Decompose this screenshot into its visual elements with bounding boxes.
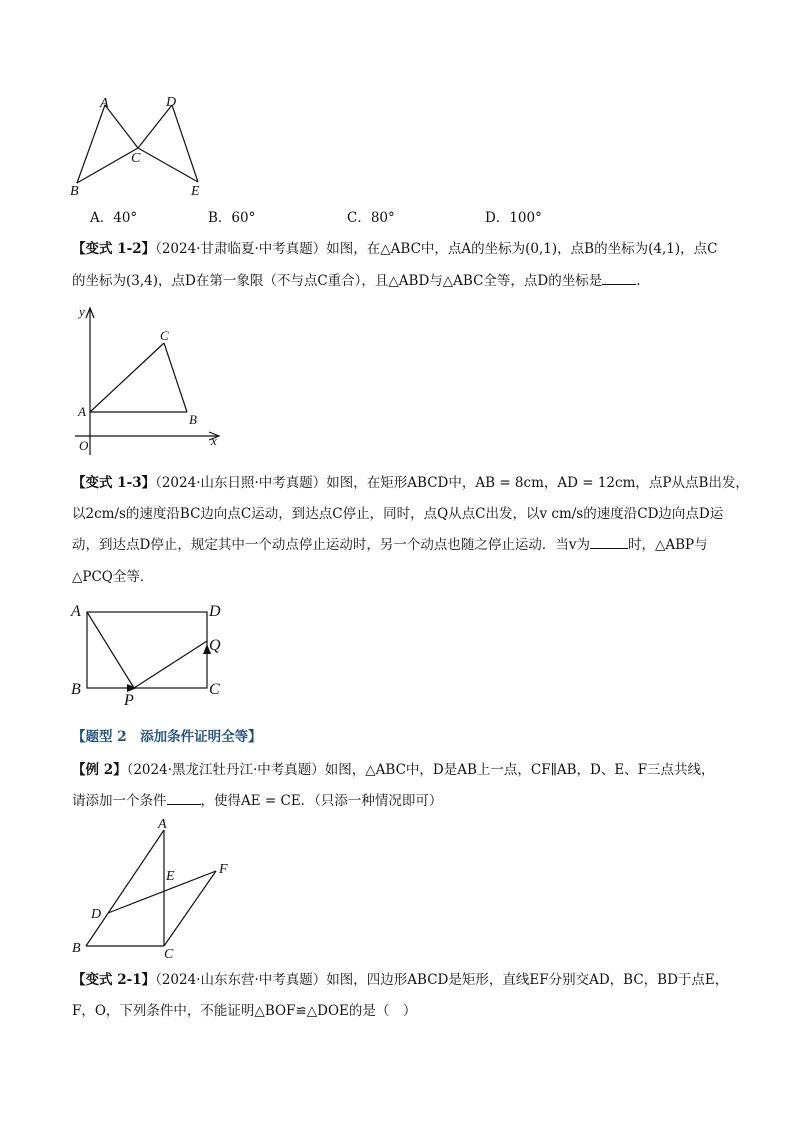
v21-line1 <box>72 969 732 991</box>
figure-bowtie <box>60 90 230 200</box>
coordinate-diagram <box>70 300 230 460</box>
label-E: E <box>166 869 175 884</box>
label-A: A <box>78 404 86 419</box>
label-D: D <box>91 907 102 922</box>
v12-text2: 的坐标为(3,4)，点D在第一象限（不与点C重合），且△ABD与△ABC全等，点D的坐标是 <box>72 273 603 289</box>
label-B: B <box>72 941 81 956</box>
label-D: D <box>209 603 221 620</box>
v13-text4: △PCQ全等． <box>72 569 154 585</box>
ex2-text2b: ，使得AE = CE．（只添一种情况即可） <box>200 793 443 809</box>
v21-line2 <box>72 1000 732 1022</box>
label-F: F <box>219 862 228 877</box>
v13-text1: （2024·山东日照·中考真题）如图，在矩形ABCD中，AB = 8cm，AD = 12cm，点P从点B出发， <box>155 475 749 491</box>
label-D: D <box>166 95 177 110</box>
figure-rectangle <box>66 598 236 708</box>
label-C: C <box>131 151 141 166</box>
ex2-line1 <box>72 759 732 781</box>
v13-tag: 【变式 1-3】 <box>72 475 156 491</box>
v13-line3 <box>72 534 732 556</box>
label-P: P <box>124 692 134 709</box>
v12-tag: 【变式 1-2】 <box>72 241 156 257</box>
v12-text1: （2024·甘肃临夏·中考真题）如图，在△ABC中，点A的坐标为(0,1)，点B的坐标为(4,1)，点C <box>155 241 718 257</box>
label-C: C <box>209 681 220 698</box>
label-C: C <box>164 947 174 962</box>
section-heading-type2: 【题型 2 添加条件证明全等】 <box>72 729 262 745</box>
ex2-line2 <box>72 790 732 812</box>
label-C: C <box>160 328 169 343</box>
v13-line2 <box>72 503 732 525</box>
v12-text2-end: . <box>636 273 641 289</box>
ex2-text1: （2024·黑龙江牡丹江·中考真题）如图，△ABC中，D是AB上一点，CF∥AB，D、E、F三点共线， <box>126 762 715 778</box>
v12-line1 <box>72 238 732 260</box>
label-E: E <box>191 184 200 199</box>
v21-text1: （2024·山东东营·中考真题）如图，四边形ABCD是矩形，直线EF分别交AD，BC，BD于点E， <box>155 972 729 988</box>
label-B: B <box>71 681 81 698</box>
ex2-text2a: 请添加一个条件 <box>72 793 167 809</box>
label-A: A <box>158 817 167 832</box>
label-B: B <box>189 412 197 427</box>
label-y: y <box>79 304 85 319</box>
label-B: B <box>70 184 79 199</box>
v13-answer-blank[interactable] <box>590 534 628 549</box>
v13-text3a: 动，到达点D停止，规定其中一个动点停止运动时，另一个动点也随之停止运动．当v为 <box>72 537 590 553</box>
label-A: A <box>100 96 109 111</box>
v12-line2 <box>72 270 732 292</box>
bowtie-diagram <box>60 90 230 200</box>
label-O: O <box>79 438 89 453</box>
rectangle-diagram <box>66 598 236 708</box>
choice-b[interactable]: B．60° <box>208 210 256 226</box>
v21-text2: F，O，下列条件中，不能证明△BOF≌△DOE的是（ ） <box>72 1003 417 1019</box>
choice-d[interactable]: D．100° <box>485 210 542 226</box>
v12-answer-blank[interactable] <box>602 270 636 285</box>
choice-a[interactable]: A．40° <box>90 210 138 226</box>
ex2-tag: 【例 2】 <box>72 762 127 778</box>
label-A: A <box>71 603 81 620</box>
figure-coordinate <box>70 300 230 460</box>
v21-tag: 【变式 2-1】 <box>72 972 156 988</box>
v13-line4 <box>72 566 732 588</box>
figure-triangle-parallel <box>66 818 246 960</box>
v13-text2: 以2cm/s的速度沿BC边向点C运动，到达点C停止，同时，点Q从点C出发，以v cm/s的速度沿CD边向点D运 <box>72 506 724 522</box>
ex2-answer-blank[interactable] <box>167 790 201 805</box>
answer-choices <box>90 206 690 228</box>
v13-text3b: 时，△ABP与 <box>627 537 708 553</box>
v13-line1 <box>72 472 749 494</box>
label-x: x <box>211 433 217 448</box>
label-Q: Q <box>209 637 221 654</box>
choice-c[interactable]: C．80° <box>347 210 395 226</box>
triangle-parallel-diagram <box>66 818 246 960</box>
